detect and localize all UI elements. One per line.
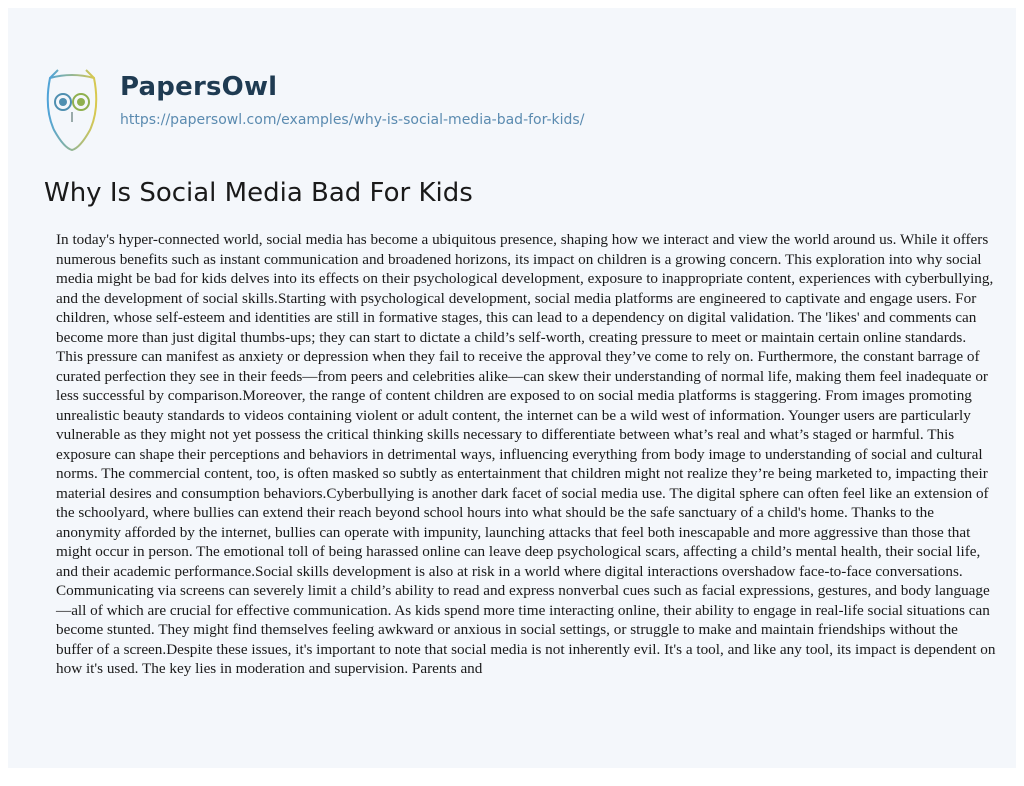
brand-header xyxy=(44,68,584,152)
brand-name: PapersOwl xyxy=(120,72,278,102)
document-card xyxy=(8,8,1016,768)
source-url-link[interactable]: https://papersowl.com/examples/why-is-social-media-bad-for-kids/ xyxy=(120,112,585,128)
owl-logo-icon xyxy=(44,68,100,152)
article-body: In today's hyper-connected world, social media has become a ubiquitous presence, shaping how we interact and view the world around us. While it offers numerous benefits such as instant communication and broadened horizons, its impact on children is a growing concern. This exploration into why social media might be bad for kids delves into its effects on their psychological development, exposure to inappropriate content, experiences with cyberbullying, and the development of social skills.Starting with psychological development, social media platforms are engineered to captivate and engage users. For children, whose self-esteem and identities are still in formative stages, this can lead to a dependency on digital validation. The 'likes' and comments can become more than just digital thumbs-ups; they can start to dictate a child’s self-worth, creating pressure to meet or maintain certain online standards. This pressure can manifest as anxiety or depression when they fail to receive the approval they’ve come to rely on. Furthermore, the constant barrage of curated perfection they see in their feeds—from peers and celebrities alike—can skew their understanding of normal life, making them feel inadequate or less successful by comparison.Moreover, the range of content children are exposed to on social media platforms is staggering. From images promoting unrealistic beauty standards to videos containing violent or adult content, the internet can be a wild west of information. Younger users are particularly vulnerable as they might not yet possess the critical thinking skills necessary to differentiate between what’s real and what’s staged or harmful. This exposure can shape their perceptions and behaviors in detrimental ways, influencing everything from body image to understanding of social and cultural norms. The commercial content, too, is often masked so subtly as entertainment that children might not realize they’re being marketed to, impacting their material desires and consumption behaviors.Cyberbullying is another dark facet of social media use. The digital sphere can often feel like an extension of the schoolyard, where bullies can extend their reach beyond school hours into what should be the safe sanctuary of a child's home. Thanks to the anonymity afforded by the internet, bullies can operate with impunity, launching attacks that feel both inescapable and more aggressive than those that might occur in person. The emotional toll of being harassed online can leave deep psychological scars, affecting a child’s mental health, their social life, and their academic performance.Social skills development is also at risk in a world where digital interactions overshadow face-to-face conversations. Communicating via screens can severely limit a child’s ability to read and express nonverbal cues such as facial expressions, gestures, and body language—all of which are crucial for effective communication. As kids spend more time interacting online, their ability to engage in real-life social situations can become stunted. They might find themselves feeling awkward or anxious in social settings, or struggle to make and maintain friendships without the buffer of a screen.Despite these issues, it's important to note that social media is not inherently evil. It's a tool, and like any tool, its impact is dependent on how it's used. The key lies in moderation and supervision. Parents and xyxy=(56,231,996,677)
page-title: Why Is Social Media Bad For Kids xyxy=(44,178,473,208)
